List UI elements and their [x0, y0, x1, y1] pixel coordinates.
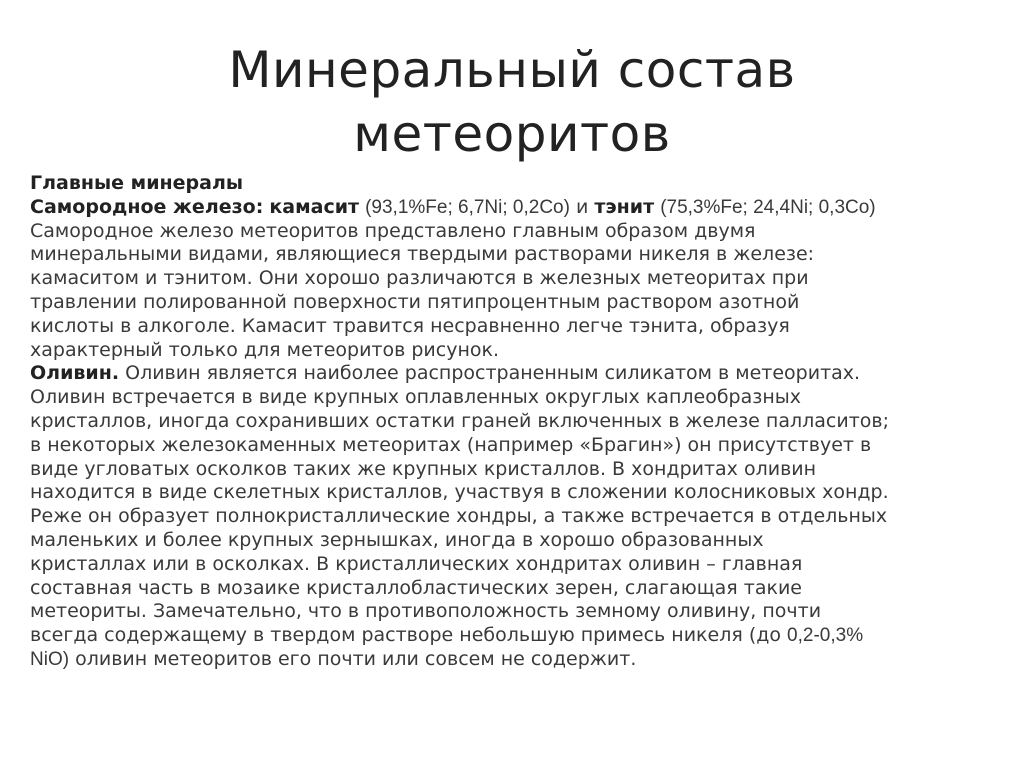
iron-paragraph-line: камаситом и тэнитом. Они хорошо различаются в железных метеоритах при [30, 267, 809, 290]
slide-body [30, 172, 1020, 672]
olivine-paragraph-line: кристаллах или в осколках. В кристаллических хондритах оливин – главная [30, 552, 803, 575]
olivine-label: Оливин. [30, 362, 120, 385]
title-line-1: Минеральный состав [228, 41, 796, 99]
taenite-formula: (75,3%Fe; 24,4Ni; 0,3Co) [660, 196, 876, 218]
olivine-paragraph-line: виде угловатых осколков таких же крупных кристаллов. В хондритах оливин [30, 457, 817, 480]
iron-paragraph-line: минеральными видами, являющиеся твердыми растворами никеля в железе: [30, 243, 815, 266]
olivine-paragraph-line: находится в виде скелетных кристаллов, участвуя в сложении колосниковых хондр. [30, 481, 889, 504]
taenite-name: тэнит [594, 195, 655, 218]
olivine-paragraph-line: Реже он образует полнокристаллические хондры, а также встречается в отдельных [30, 505, 888, 528]
native-iron-line [30, 196, 1020, 220]
olivine-nickel-line [30, 624, 1020, 648]
kamacite-formula: (93,1%Fe; 6,7Ni; 0,2Co) [365, 196, 570, 218]
olivine-first-line [30, 362, 1020, 386]
slide-title [0, 38, 1024, 166]
native-iron-label: Самородное железо: [30, 195, 264, 218]
nio-formula: NiO) [30, 648, 70, 670]
section-heading: Главные минералы [30, 172, 244, 194]
iron-paragraph-line: травлении полированной поверхности пятипроцентным раствором азотной [30, 290, 800, 313]
olivine-intro: Оливин является наиболее распространенным силикатом в метеоритах. [125, 362, 861, 385]
olivine-paragraph-line: составная часть в мозаике кристаллобластических зерен, слагающая такие [30, 576, 802, 599]
conjunction-and: и [576, 195, 589, 218]
olivine-last-line [30, 648, 1020, 672]
olivine-paragraph-line: маленьких и более крупных зернышках, иногда в хорошо образованных [30, 528, 764, 551]
iron-paragraph-line: кислоты в алкоголе. Камасит травится несравненно легче тэнита, образуя [30, 314, 790, 337]
kamacite-name: камасит [269, 195, 360, 218]
iron-paragraph-line: характерный только для метеоритов рисунок. [30, 338, 500, 361]
olivine-paragraph-line: метеориты. Замечательно, что в противоположность земному оливину, почти [30, 600, 822, 623]
olivine-conclusion: оливин метеоритов его почти или совсем не содержит. [75, 647, 637, 670]
iron-paragraph-line: Самородное железо метеоритов представлено главным образом двумя [30, 219, 756, 242]
olivine-paragraph-line: кристаллов, иногда сохранивших остатки граней включенных в железе палласитов; [30, 409, 889, 432]
olivine-paragraph-line: Оливин встречается в виде крупных оплавленных округлых каплеобразных [30, 386, 802, 409]
title-line-2: метеоритов [353, 105, 671, 163]
olivine-paragraph-line: в некоторых железокаменных метеоритах (например «Брагин») он присутствует в [30, 433, 872, 456]
olivine-nickel-text: всегда содержащему в твердом растворе небольшую примесь никеля (до [30, 624, 781, 647]
nio-value: 0,2-0,3% [787, 625, 864, 647]
